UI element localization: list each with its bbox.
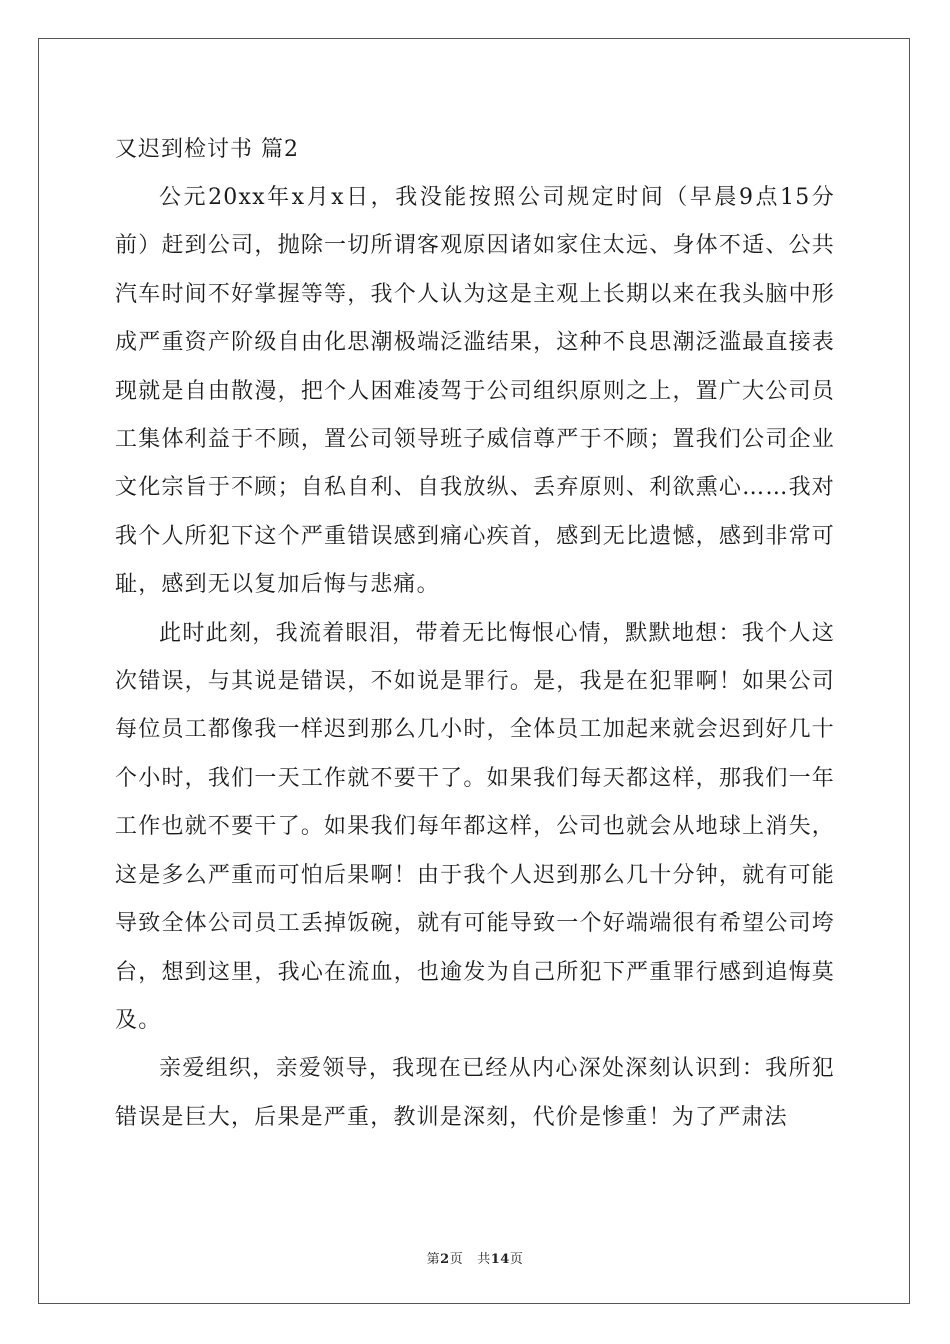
document-body <box>115 128 835 1142</box>
paragraph-1: 公元20xx年x月x日，我没能按照公司规定时间（早晨9点15分前）赶到公司，抛除一切所谓客观原因诸如家住太远、身体不适、公共汽车时间不好掌握等等，我个人认为这是主观上长期以来在我头脑中形成严重资产阶级自由化思潮极端泛滥结果，这种不良思潮泛滥最直接表现就是自由散漫，把个人困难凌驾于公司组织原则之上，置广大公司员工集体利益于不顾，置公司领导班子威信尊严于不顾；置我们公司企业文化宗旨于不顾；自私自利、自我放纵、丢弃原则、利欲熏心……我对我个人所犯下这个严重错误感到痛心疾首，感到无比遗憾，感到非常可耻，感到无以复加后悔与悲痛。 <box>115 185 835 598</box>
page-number-suffix: 页 <box>449 1252 464 1267</box>
paragraph-3: 亲爱组织，亲爱领导，我现在已经从内心深处深刻认识到：我所犯错误是巨大，后果是严重，教训是深刻，代价是惨重！为了严肃法 <box>115 1056 835 1130</box>
document-title: 又迟到检讨书 篇2 <box>115 137 299 162</box>
paragraph-2: 此时此刻，我流着眼泪，带着无比悔恨心情，默默地想：我个人这次错误，与其说是错误，不如说是罪行。是，我是在犯罪啊！如果公司每位员工都像我一样迟到那么几小时，全体员工加起来就会迟到好几十个小时，我们一天工作就不要干了。如果我们每天都这样，那我们一年工作也就不要干了。如果我们每年都这样，公司也就会从地球上消失，这是多么严重而可怕后果啊！由于我个人迟到那么几十分钟，就有可能导致全体公司员工丢掉饭碗，就有可能导致一个好端端很有希望公司垮台，想到这里，我心在流血，也逾发为自己所犯下严重罪行感到追悔莫及。 <box>115 620 835 1033</box>
page-number-total: 14 <box>490 1252 510 1267</box>
page-total-prefix: 共 <box>477 1252 491 1267</box>
page-number-prefix: 第 <box>426 1252 441 1267</box>
page-total-suffix: 页 <box>509 1252 524 1267</box>
page-footer <box>0 1248 950 1267</box>
page-number-current: 2 <box>440 1252 450 1267</box>
